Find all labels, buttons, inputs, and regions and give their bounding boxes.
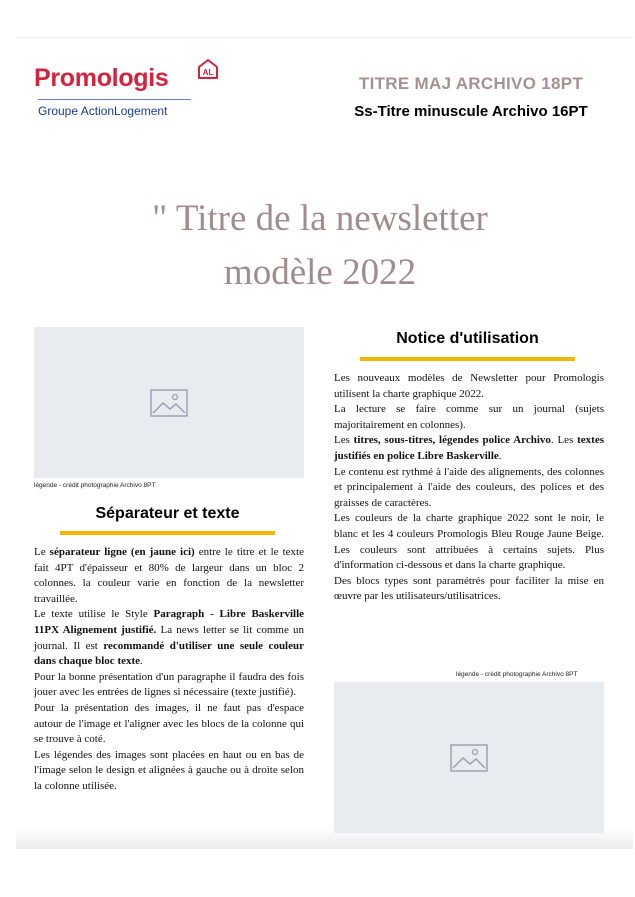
header-subtitle: Ss-Titre minuscule Archivo 16PT bbox=[354, 103, 588, 120]
newsletter-title bbox=[60, 192, 580, 300]
section-heading-separator: Séparateur et texte bbox=[95, 505, 240, 522]
right-text-column bbox=[334, 371, 604, 605]
logo-al-icon bbox=[196, 58, 220, 82]
left-image-caption: légende - crédit photographie Archivo 8PT bbox=[34, 482, 156, 489]
logo-badge: AL bbox=[202, 68, 214, 77]
paragraph: Pour la bonne présentation d'un paragraphe il faudra des fois jouer avec les entrées de lignes si nécessaire (texte justifié). bbox=[34, 670, 304, 699]
newsletter-title-line1: " Titre de la newsletter bbox=[152, 198, 488, 239]
separator-line bbox=[360, 357, 575, 361]
separator-line bbox=[60, 531, 275, 535]
left-image-placeholder bbox=[34, 327, 304, 478]
left-text-column bbox=[34, 545, 304, 795]
paragraph: Le contenu est rythmé à l'aide des alignements, des colonnes et principalement à l'aide des couleurs, des polices et des graisses de caractères. bbox=[334, 465, 604, 509]
paragraph: Les titres, sous-titres, légendes police Archivo. Les textes justifiés en police Libre Baskerville. bbox=[334, 434, 604, 462]
right-image-caption: légende - crédit photographie Archivo 8PT bbox=[456, 671, 578, 678]
right-image-placeholder bbox=[334, 682, 604, 833]
section-heading-notice: Notice d'utilisation bbox=[396, 330, 539, 347]
header-title: TITRE MAJ ARCHIVO 18PT bbox=[358, 74, 584, 93]
paragraph: Les couleurs de la charte graphique 2022 sont le noir, le blanc et les 4 couleurs Promologis Bleu Rouge Jaune Beige. Les couleurs sont attribuées à certains sujets. Plus d'information ci-dessous et dans la charte graphique. bbox=[334, 512, 604, 572]
paragraph: Les légendes des images sont placées en haut ou en bas de l'image selon le design et alignées à gauche ou à droite selon la colonne utilisée. bbox=[34, 748, 304, 792]
image-placeholder-icon bbox=[450, 744, 488, 772]
logo-wordmark: Promologis bbox=[34, 64, 169, 92]
paragraph: Le séparateur ligne (en jaune ici) entre le titre et le texte fait 4PT d'épaisseur et 80% de largeur dans un bloc 2 colonnes. la couleur varie en fonction de la newsletter travaillée. bbox=[34, 546, 304, 605]
logo-divider bbox=[38, 99, 191, 100]
image-placeholder-icon bbox=[150, 389, 188, 417]
newsletter-title-line2: modèle 2022 bbox=[223, 252, 417, 293]
promologis-logo bbox=[34, 58, 234, 128]
paragraph: Pour la présentation des images, il ne faut pas d'espace autour de l'image et l'aligner avec les blocs de la colonne qui se trouve à coté. bbox=[34, 701, 304, 746]
paragraph: La lecture se faire comme sur un journal (sujets majoritairement en colonnes). bbox=[334, 403, 604, 431]
paragraph: Le texte utilise le Style Paragraph - Libre Baskerville 11PX Alignement justifié. La news letter se lit comme un journal. Il est recommandé d'utiliser une seule couleur dans chaque bloc texte. bbox=[34, 608, 305, 668]
paragraph: Des blocs types sont paramétrés pour faciliter la mise en œuvre par les utilisateurs/utilisatrices. bbox=[334, 574, 604, 603]
paragraph: Les nouveaux modèles de Newsletter pour Promologis utilisent la charte graphique 2022. bbox=[334, 372, 604, 400]
divider bbox=[16, 37, 633, 38]
logo-subtitle: Groupe ActionLogement bbox=[38, 104, 168, 118]
